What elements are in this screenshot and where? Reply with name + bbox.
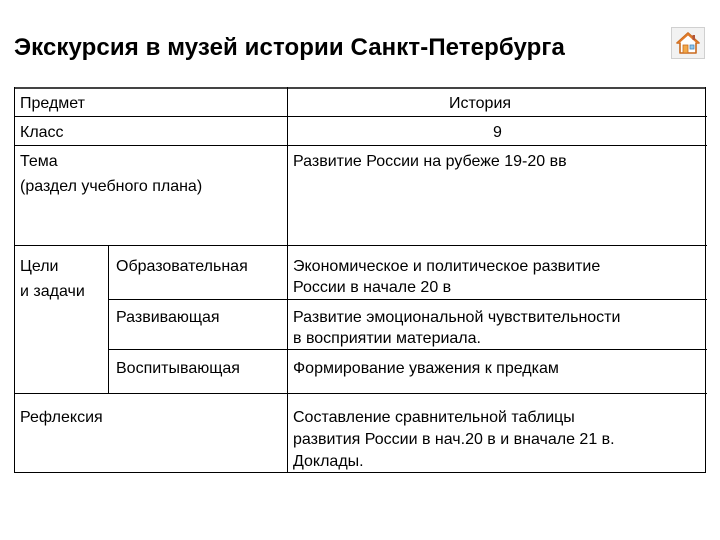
reflection-label: Рефлексия [20, 409, 103, 426]
goal-text-cont: России в начале 20 в [293, 279, 452, 296]
row-border [108, 349, 707, 350]
home-button[interactable] [671, 27, 705, 59]
table-divider-goals [108, 245, 109, 393]
row-border [15, 393, 707, 394]
row-border [15, 245, 707, 246]
goal-text: Развитие эмоциональной чувствительности [293, 309, 621, 326]
goal-text-cont: в восприятии материала. [293, 330, 481, 347]
home-icon [675, 31, 701, 55]
topic-value: Развитие России на рубеже 19-20 вв [293, 153, 567, 170]
grade-label: Класс [20, 124, 64, 141]
goals-label-sub: и задачи [20, 283, 85, 300]
goal-text: Экономическое и политическое развитие [293, 258, 601, 275]
grade-value: 9 [493, 124, 502, 141]
row-border [15, 145, 707, 146]
page-title: Экскурсия в музей истории Санкт-Петербурга [14, 34, 565, 61]
subject-label: Предмет [20, 95, 85, 112]
reflection-text-cont: развития России в нач.20 в и вначале 21 в. [293, 431, 615, 448]
reflection-text: Составление сравнительной таблицы [293, 409, 575, 426]
reflection-text-cont: Доклады. [293, 453, 364, 470]
lesson-table [14, 87, 706, 473]
goal-type: Воспитывающая [116, 360, 240, 377]
topic-label: Тема [20, 153, 58, 170]
goal-text: Формирование уважения к предкам [293, 360, 559, 377]
goal-type: Развивающая [116, 309, 220, 326]
goals-label: Цели [20, 258, 59, 275]
subject-value: История [449, 95, 512, 112]
goal-type: Образовательная [116, 258, 248, 275]
topic-label-sub: (раздел учебного плана) [20, 178, 203, 195]
row-border [15, 116, 707, 117]
row-border [108, 299, 707, 300]
